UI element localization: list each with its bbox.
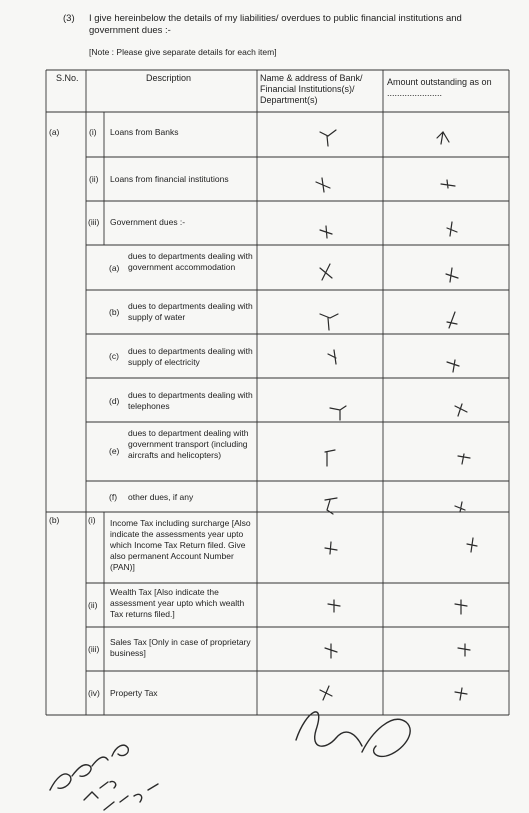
row-sno: (a)	[49, 127, 60, 137]
row-sub-number: (iii)	[88, 644, 100, 654]
row-item-letter: (f)	[109, 492, 118, 502]
row-text: Loans from financial institutions	[110, 174, 229, 184]
row-text: Sales Tax [Only in case of proprietary business]	[110, 637, 251, 658]
row-text: other dues, if any	[128, 492, 194, 502]
row-item-letter: (d)	[109, 396, 120, 406]
row-sub-number: (iii)	[88, 217, 100, 227]
intro-text: I give hereinbelow the details of my liabilities/ overdues to public financial institutions and government dues :-	[89, 13, 462, 36]
row-sub-number: (i)	[89, 127, 97, 137]
row-text: Property Tax	[110, 688, 158, 698]
row-item-letter: (a)	[109, 263, 120, 273]
row-text: dues to departments dealing with supply of electricity	[128, 346, 253, 367]
row-text: dues to department dealing with government transport (including aircrafts and helicopters)	[128, 428, 249, 460]
row-text: Income Tax including surcharge [Also indicate the assessments year upto which Income Tax Return filed. Give also permanent Account Number (PAN)]	[110, 518, 251, 572]
row-item-letter: (b)	[109, 307, 120, 317]
row-sno: (b)	[49, 515, 60, 525]
row-sub-number: (i)	[88, 515, 96, 525]
row-item-letter: (c)	[109, 351, 119, 361]
row-sub-number: (iv)	[88, 688, 100, 698]
row-text: Government dues :-	[110, 217, 186, 227]
row-item-letter: (e)	[109, 446, 120, 456]
note-text: [Note : Please give separate details for each item]	[89, 47, 277, 57]
item-number: (3)	[63, 13, 75, 24]
header-description: Description	[146, 73, 192, 83]
row-text: dues to departments dealing with government accommodation	[128, 251, 253, 272]
row-text: Loans from Banks	[110, 127, 179, 137]
header-name-address: Name & address of Bank/ Financial Institutions(s)/ Department(s)	[260, 73, 363, 105]
row-text: dues to departments dealing with telephones	[128, 390, 253, 411]
header-sno: S.No.	[56, 73, 79, 83]
row-sub-number: (ii)	[88, 600, 98, 610]
header-amount: Amount outstanding as on ......................	[387, 77, 492, 98]
row-text: Wealth Tax [Also indicate the assessment year upto which wealth Tax returns filed.]	[110, 587, 245, 619]
row-text: dues to departments dealing with supply of water	[128, 301, 253, 322]
row-sub-number: (ii)	[89, 174, 99, 184]
